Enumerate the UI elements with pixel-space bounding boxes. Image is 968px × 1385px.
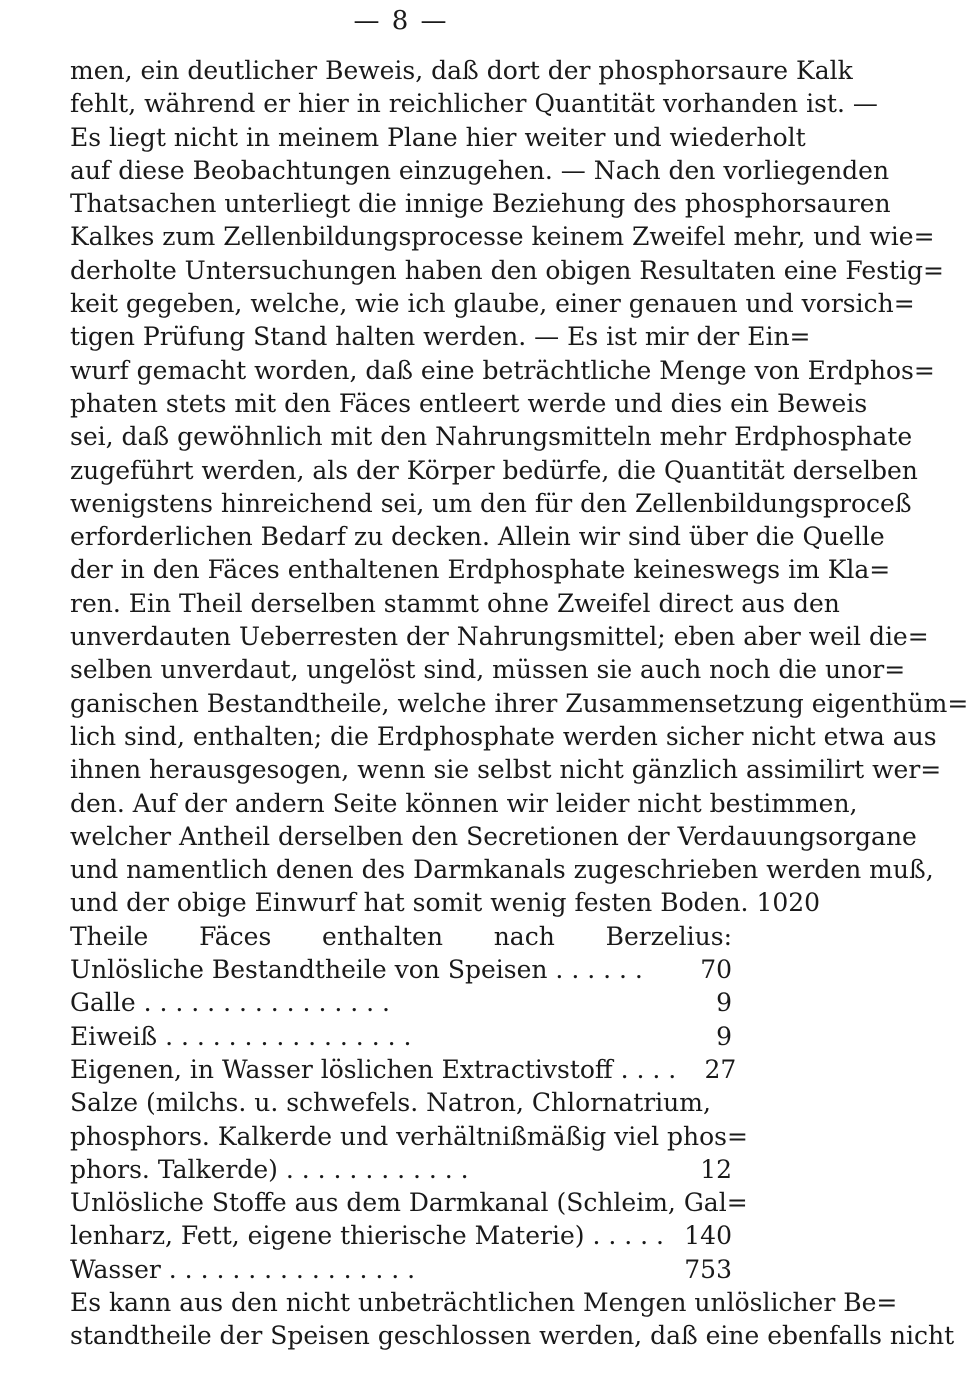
text-line: ganischen Bestandtheile, welche ihrer Zusammensetzung eigenthüm= bbox=[70, 688, 968, 718]
composition-table bbox=[70, 953, 748, 1286]
table-row-value bbox=[748, 1186, 808, 1219]
text-line: welcher Antheil derselben den Secretionen der Verdauungsorgane bbox=[70, 821, 917, 851]
table-row-label: phosphors. Kalkerde und verhältnißmäßig viel phos= bbox=[70, 1121, 748, 1151]
table-row-value bbox=[748, 1120, 808, 1153]
text-line: wenigstens hinreichend sei, um den für den Zellenbildungsproceß bbox=[70, 488, 912, 518]
table-row-label: phors. Talkerde) . . . . . . . . . . . . bbox=[70, 1154, 469, 1184]
page-number: — 8 — bbox=[353, 6, 449, 36]
text-line: ren. Ein Theil derselben stammt ohne Zweifel direct aus den bbox=[70, 588, 840, 618]
table-row-label: Unlösliche Bestandtheile von Speisen . . . . . . bbox=[70, 955, 643, 985]
table-row-label: Galle . . . . . . . . . . . . . . . . bbox=[70, 988, 390, 1018]
text-line: lich sind, enthalten; die Erdphosphate werden sicher nicht etwa aus bbox=[70, 721, 937, 751]
table-row-value: 12 bbox=[700, 1154, 732, 1184]
text-line: wurf gemacht worden, daß eine beträchtliche Menge von Erdphos= bbox=[70, 355, 935, 385]
table-row bbox=[70, 1153, 732, 1186]
table-row-value bbox=[711, 1086, 771, 1119]
text-line: phaten stets mit den Fäces entleert werde und dies ein Beweis bbox=[70, 388, 868, 418]
text-line: standtheile der Speisen geschlossen werden, daß eine ebenfalls nicht bbox=[70, 1321, 955, 1351]
table-row-value: 27 bbox=[704, 1054, 737, 1084]
table-row-value: 140 bbox=[684, 1221, 732, 1251]
text-line: und der obige Einwurf hat somit wenig festen Boden. 1020 bbox=[70, 888, 821, 918]
table-row bbox=[70, 953, 732, 986]
text-line: zugeführt werden, als der Körper bedürfe, die Quantität derselben bbox=[70, 455, 918, 485]
table-row-label: Eiweiß . . . . . . . . . . . . . . . . bbox=[70, 1021, 412, 1051]
text-line: unverdauten Ueberresten der Nahrungsmittel; eben aber weil die= bbox=[70, 622, 929, 652]
text-line: der in den Fäces enthaltenen Erdphosphate keineswegs im Kla= bbox=[70, 555, 891, 585]
table-row-label: lenharz, Fett, eigene thierische Materie) . . . . . bbox=[70, 1221, 664, 1251]
table-row bbox=[70, 1020, 732, 1053]
table-row-value: 9 bbox=[716, 988, 732, 1018]
table-row-label: Eigenen, in Wasser löslichen Extractivstoff . . . . bbox=[70, 1054, 677, 1084]
table-row bbox=[70, 1186, 748, 1219]
text-line: Kalkes zum Zellenbildungsprocesse keinem Zweifel mehr, und wie= bbox=[70, 222, 935, 252]
table-row-value: 753 bbox=[684, 1254, 732, 1284]
text-line: keit gegeben, welche, wie ich glaube, einer genauen und vorsich= bbox=[70, 289, 915, 319]
text-line: auf diese Beobachtungen einzugehen. — Nach den vorliegenden bbox=[70, 155, 890, 185]
text-line: selben unverdaut, ungelöst sind, müssen sie auch noch die unor= bbox=[70, 655, 906, 685]
text-line: erforderlichen Bedarf zu decken. Allein wir sind über die Quelle bbox=[70, 522, 885, 552]
text-line: Theile Fäces enthalten nach Berzelius: bbox=[70, 921, 732, 951]
table-row bbox=[70, 1253, 732, 1286]
text-line: derholte Untersuchungen haben den obigen Resultaten eine Festig= bbox=[70, 255, 944, 285]
text-line: Thatsachen unterliegt die innige Beziehung des phosphorsauren bbox=[70, 189, 891, 219]
text-line: men, ein deutlicher Beweis, daß dort der phosphorsaure Kalk bbox=[70, 56, 853, 85]
paragraph-before-table bbox=[70, 54, 968, 953]
text-line: ihnen herausgesogen, wenn sie selbst nicht gänzlich assimilirt wer= bbox=[70, 755, 942, 785]
table-row bbox=[70, 1053, 737, 1086]
text-line: Es liegt nicht in meinem Plane hier weiter und wiederholt bbox=[70, 122, 806, 152]
table-row bbox=[70, 1219, 732, 1252]
table-row-label: Wasser . . . . . . . . . . . . . . . . bbox=[70, 1254, 416, 1284]
body-text bbox=[70, 54, 968, 1353]
paragraph-after-table bbox=[70, 1286, 955, 1353]
table-row-label: Unlösliche Stoffe aus dem Darmkanal (Schleim, Gal= bbox=[70, 1188, 748, 1218]
table-row-value: 9 bbox=[716, 1021, 732, 1051]
text-line: fehlt, während er hier in reichlicher Quantität vorhanden ist. — bbox=[70, 89, 878, 119]
table-row bbox=[70, 986, 732, 1019]
table-row bbox=[70, 1120, 748, 1153]
text-line: den. Auf der andern Seite können wir leider nicht bestimmen, bbox=[70, 788, 858, 818]
table-row-value: 70 bbox=[700, 955, 732, 985]
table-row-label: Salze (milchs. u. schwefels. Natron, Chlornatrium, bbox=[70, 1088, 711, 1118]
text-line: tigen Prüfung Stand halten werden. — Es ist mir der Ein= bbox=[70, 322, 811, 352]
table-row bbox=[70, 1086, 732, 1119]
text-line: Es kann aus den nicht unbeträchtlichen Mengen unlöslicher Be= bbox=[70, 1287, 898, 1317]
text-line: und namentlich denen des Darmkanals zugeschrieben werden muß, bbox=[70, 855, 934, 885]
text-line: sei, daß gewöhnlich mit den Nahrungsmitteln mehr Erdphosphate bbox=[70, 422, 913, 452]
